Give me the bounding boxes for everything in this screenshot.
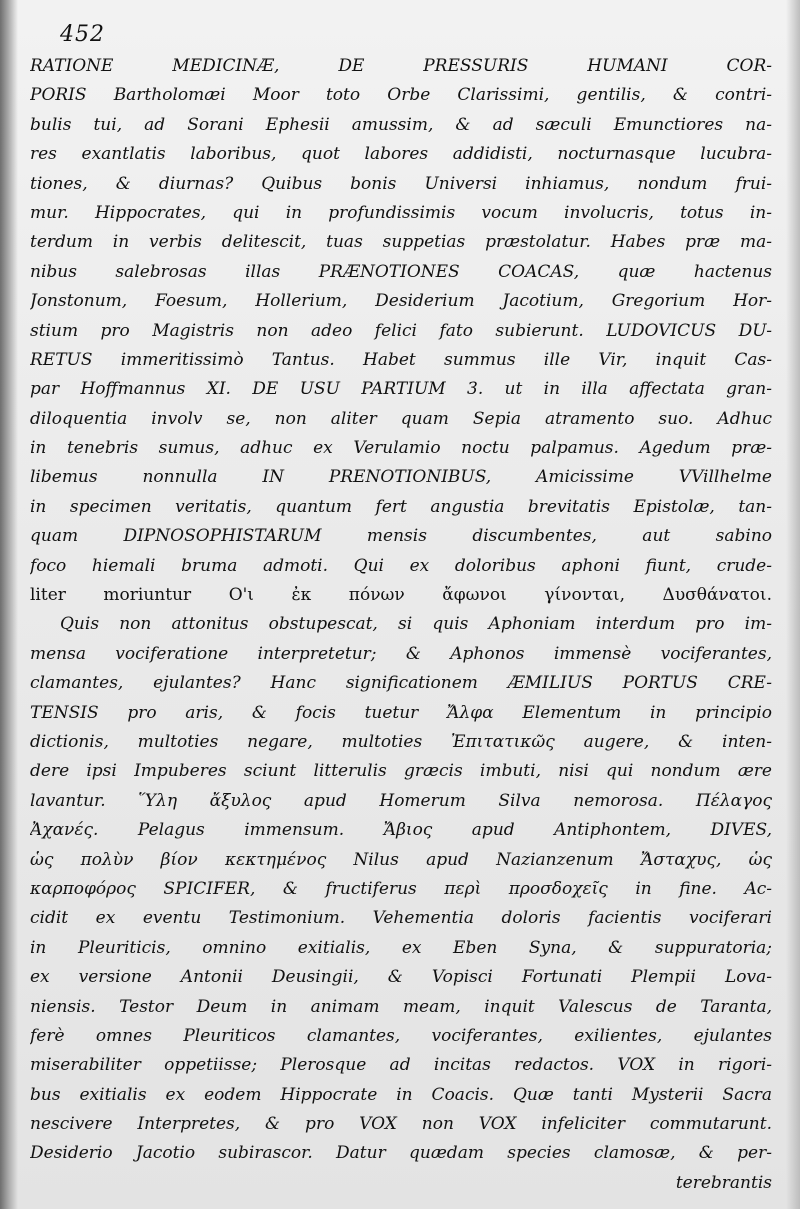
text-line: in Pleuriticis, omnino exitialis, ex Eben Syna, & suppuratoria; — [30, 937, 772, 958]
text-line: ferè omnes Pleuriticos clamantes, vociferantes, exilientes, ejulantes — [30, 1025, 772, 1046]
text-line: nibus salebrosas illas PRÆNOTIONES COACAS, quæ hactenus — [30, 261, 772, 282]
text-line: καρποφόρος SPICIFER, & fructiferus περὶ προσδοχεῖς in fine. Ac- — [30, 878, 772, 899]
text-line: PORIS Bartholomæi Moor toto Orbe Clarissimi, gentilis, & contri- — [30, 85, 772, 106]
text-line: lavantur. Ὕλη ἄξυλος apud Homerum Silva nemorosa. Πέλαγος — [30, 790, 772, 811]
text-line: nescivere Interpretes, & pro VOX non VOX infeliciter commutarunt. — [30, 1114, 772, 1135]
text-line: Jonstonum, Foesum, Hollerium, Desiderium Jacotium, Gregorium Hor- — [30, 291, 772, 312]
text-line: RETUS immeritissimò Tantus. Habet summus ille Vir, inquit Cas- — [30, 349, 772, 370]
text-line: res exantlatis laboribus, quot labores addidisti, nocturnasque lucubra- — [30, 144, 772, 165]
text-line: quam DIPNOSOPHISTARUM mensis discumbentes, aut sabino — [30, 526, 772, 547]
text-line: RATIONE MEDICINÆ, DE PRESSURIS HUMANI COR- — [30, 56, 772, 76]
text-line: in specimen veritatis, quantum fert angustia brevitatis Epistolæ, tan- — [30, 496, 772, 517]
text-line: terebrantis — [675, 1172, 772, 1193]
text-line: mur. Hippocrates, qui in profundissimis vocum involucris, totus in- — [30, 202, 772, 223]
text-line: cidit ex eventu Testimonium. Vehementia doloris facientis vociferari — [30, 908, 772, 929]
text-line: ex versione Antonii Deusingii, & Vopisci Fortunati Plempii Lova- — [30, 967, 772, 988]
text-line: miserabiliter oppetiisse; Plerosque ad incitas redactos. VOX in rigori- — [30, 1055, 772, 1076]
text-line: foco hiemali bruma admoti. Qui ex doloribus aphoni fiunt, crude- — [30, 555, 772, 576]
body-text — [30, 52, 772, 1198]
text-line: dere ipsi Impuberes sciunt litterulis græcis imbuti, nisi qui nondum ære — [30, 761, 772, 782]
text-line: niensis. Testor Deum in animam meam, inquit Valescus de Taranta, — [30, 996, 772, 1017]
text-line: tiones, & diurnas? Quibus bonis Universi inhiamus, nondum frui- — [30, 173, 772, 194]
text-line: diloquentia involv se, non aliter quam Sepia atramento suo. Adhuc — [30, 408, 772, 429]
text-line: par Hoffmannus XI. DE USU PARTIUM 3. ut in illa affectata gran- — [30, 379, 772, 400]
text-line: liter moriuntur Ο'ι ἐκ πόνων ἄφωνοι γίνονται, Δυσθάνατοι. — [30, 585, 772, 606]
text-line: dictionis, multoties negare, multoties Ἐπιτατικῶς augere, & inten- — [30, 731, 772, 752]
text-line: Desiderio Jacotio subirascor. Datur quædam species clamosæ, & per- — [30, 1143, 772, 1164]
text-line: Ἀχανές. Pelagus immensum. Ἄβιος apud Antiphontem, DIVES, — [30, 820, 772, 841]
text-line: clamantes, ejulantes? Hanc significationem ÆMILIUS PORTUS CRE- — [30, 673, 772, 694]
text-line: in tenebris sumus, adhuc ex Verulamio noctu palpamus. Agedum præ- — [30, 438, 772, 459]
text-line: stium pro Magistris non adeo felici fato subierunt. LUDOVICUS DU- — [30, 320, 772, 341]
text-line: mensa vociferatione interpretetur; & Aphonos immensè vociferantes, — [30, 643, 772, 664]
text-line: bus exitialis ex eodem Hippocrate in Coacis. Quæ tanti Mysterii Sacra — [30, 1084, 772, 1105]
text-line: terdum in verbis delitescit, tuas suppetias præstolatur. Habes præ ma- — [30, 232, 772, 253]
text-line: Quis non attonitus obstupescat, si quis Aphoniam interdum pro im- — [60, 614, 772, 635]
text-line: libemus nonnulla IN PRENOTIONIBUS, Amicissime VVillhelme — [30, 467, 772, 488]
page-number: 452 — [60, 22, 105, 47]
text-line: bulis tui, ad Sorani Ephesii amussim, & ad sæculi Emunctiores na- — [30, 114, 772, 135]
text-line: ὡς πολὺν βίον κεκτημένος Nilus apud Nazianzenum Ἄσταχυς, ὡς — [30, 849, 772, 870]
text-line: TENSIS pro aris, & focis tuetur Ἄλφα Elementum in principio — [30, 702, 772, 723]
